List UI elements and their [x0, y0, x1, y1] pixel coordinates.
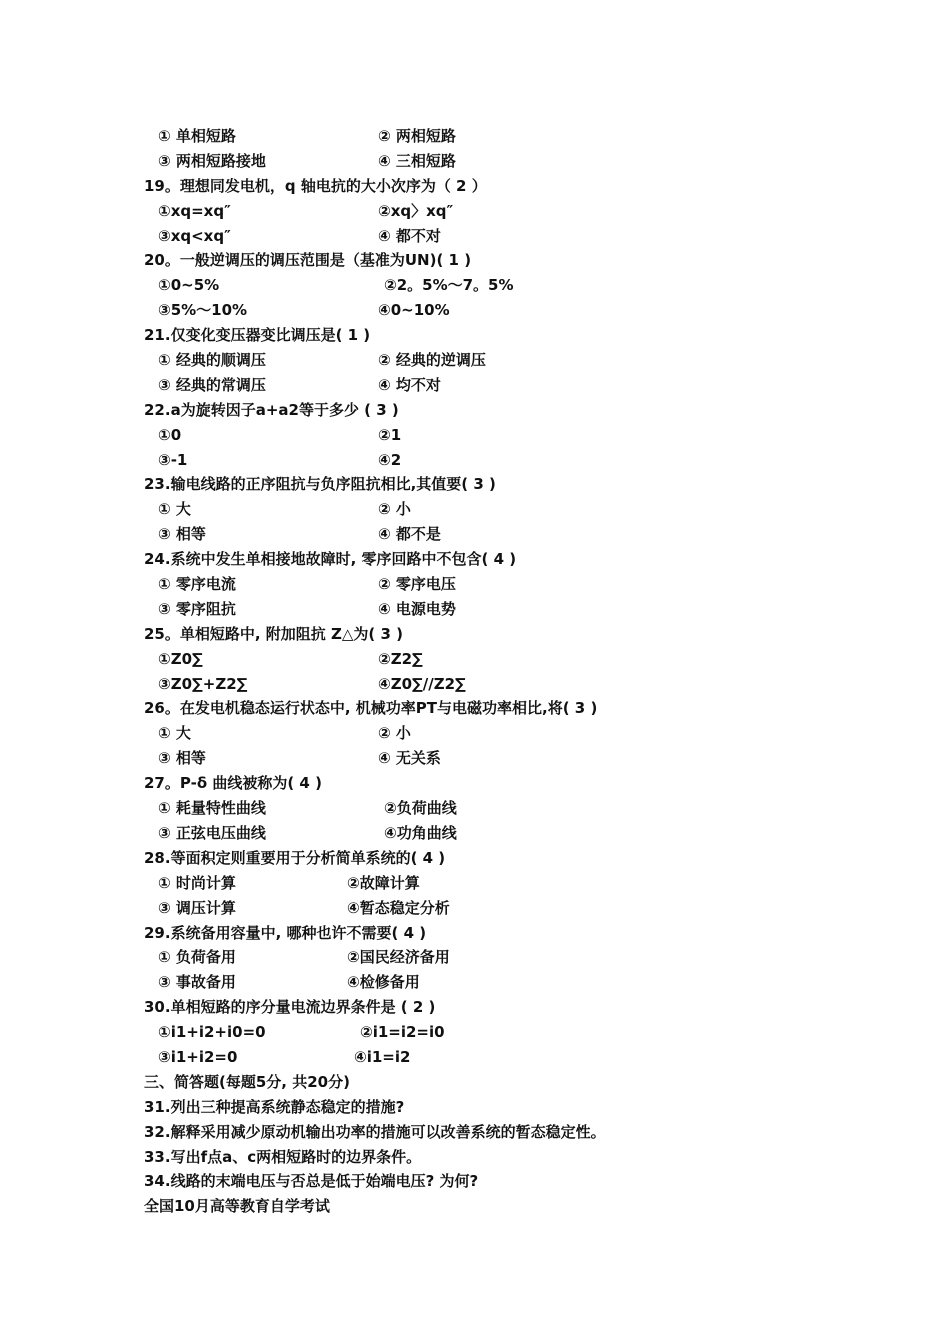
q18-option-2: ② 两相短路	[378, 127, 456, 145]
q28-option-4: ④暂态稳定分析	[347, 898, 450, 917]
q23-options-row-1	[0, 497, 950, 522]
q21-option-1: ① 经典的顺调压	[158, 351, 266, 370]
q22-option-3: ③-1	[158, 450, 188, 469]
q18-option-3: ③ 两相短路接地	[158, 151, 266, 170]
q21-options-row-1	[0, 348, 950, 373]
q19-option-2: ②xq〉xq″	[378, 201, 454, 220]
q21-options-row-2	[0, 373, 950, 398]
q30-option-3: ③i1+i2=0	[158, 1047, 238, 1066]
q22-option-4: ④2	[378, 450, 402, 469]
q18-options-row-1	[0, 124, 950, 149]
q29-options-row-1	[0, 945, 950, 970]
q29-option-1: ① 负荷备用	[158, 948, 236, 967]
q28-options-row-1	[0, 871, 950, 896]
q30-options-row-2	[0, 1045, 950, 1070]
q20-options-row-1	[0, 273, 950, 298]
q29-option-3: ③ 事故备用	[158, 973, 236, 992]
q21-option-3: ③ 经典的常调压	[158, 375, 266, 394]
q22-option-1: ①0	[158, 425, 182, 444]
q25-stem: 25。单相短路中, 附加阻抗 Z△为( 3 )	[144, 624, 404, 643]
q26-option-3: ③ 相等	[158, 749, 206, 768]
q20-option-3: ③5%～10%	[158, 301, 248, 320]
q18-options-row-2	[0, 149, 950, 174]
q30-option-2: ②i1=i2=i0	[360, 1023, 445, 1042]
q18-option-1: ① 单相短路	[158, 127, 236, 145]
q23-option-2: ② 小	[378, 500, 411, 519]
q25-option-4: ④Z0∑//Z2∑	[378, 674, 466, 693]
q29-stem: 29.系统备用容量中, 哪种也许不需要( 4 )	[144, 923, 427, 942]
q32-stem: 32.解释采用减少原动机输出功率的措施可以改善系统的暂态稳定性。	[144, 1122, 606, 1141]
q20-option-4: ④0~10%	[378, 301, 450, 320]
q29-option-2: ②国民经济备用	[347, 948, 450, 967]
q28-option-3: ③ 调压计算	[158, 898, 236, 917]
q28-option-1: ① 时尚计算	[158, 873, 236, 892]
q25-option-1: ①Z0∑	[158, 649, 203, 668]
exam-title: 全国10月高等教育自学考试	[144, 1197, 330, 1216]
q28-options-row-2	[0, 896, 950, 921]
q24-option-1: ① 零序电流	[158, 575, 236, 594]
q26-option-2: ② 小	[378, 724, 411, 743]
q22-stem: 22.a为旋转因子a+a2等于多少 ( 3 )	[144, 400, 399, 419]
q22-options-row-2	[0, 448, 950, 473]
q25-option-2: ②Z2∑	[378, 649, 423, 668]
q27-stem: 27。P-δ 曲线被称为( 4 )	[144, 774, 322, 793]
q28-stem: 28.等面积定则重要用于分析简单系统的( 4 )	[144, 848, 446, 867]
q18-option-4: ④ 三相短路	[378, 151, 456, 170]
q34-stem: 34.线路的末端电压与否总是低于始端电压? 为何?	[144, 1172, 479, 1191]
q33-stem: 33.写出f点a、c两相短路时的边界条件。	[144, 1147, 422, 1166]
q26-options-row-1	[0, 721, 950, 746]
q24-options-row-1	[0, 572, 950, 597]
q19-options-row-1	[0, 199, 950, 224]
q29-options-row-2	[0, 970, 950, 995]
q20-options-row-2	[0, 298, 950, 323]
q23-option-4: ④ 都不是	[378, 525, 441, 544]
q27-option-4: ④功角曲线	[384, 823, 457, 842]
q24-option-3: ③ 零序阻抗	[158, 599, 236, 618]
q30-options-row-1	[0, 1020, 950, 1045]
q23-stem: 23.输电线路的正序阻抗与负序阻抗相比,其值要( 3 )	[144, 475, 496, 494]
q21-option-4: ④ 均不对	[378, 375, 441, 394]
q19-option-3: ③xq<xq″	[158, 226, 231, 245]
q22-options-row-1	[0, 423, 950, 448]
q24-stem: 24.系统中发生单相接地故障时, 零序回路中不包含( 4 )	[144, 550, 517, 569]
q30-option-1: ①i1+i2+i0=0	[158, 1023, 266, 1042]
q19-options-row-2	[0, 224, 950, 249]
q26-option-1: ① 大	[158, 724, 191, 743]
q20-stem: 20。一般逆调压的调压范围是（基准为UN)( 1 )	[144, 251, 472, 270]
q29-option-4: ④检修备用	[347, 973, 420, 992]
q19-option-1: ①xq=xq″	[158, 201, 231, 220]
q26-stem: 26。在发电机稳态运行状态中, 机械功率PT与电磁功率相比,将( 3 )	[144, 699, 598, 718]
q26-options-row-2	[0, 746, 950, 771]
q28-option-2: ②故障计算	[347, 873, 420, 892]
q26-option-4: ④ 无关系	[378, 749, 441, 768]
q27-options-row-1	[0, 796, 950, 821]
q20-option-1: ①0~5%	[158, 276, 220, 295]
q23-option-3: ③ 相等	[158, 525, 206, 544]
q25-options-row-2	[0, 672, 950, 697]
q30-stem: 30.单相短路的序分量电流边界条件是 ( 2 )	[144, 998, 436, 1017]
q25-options-row-1	[0, 647, 950, 672]
q31-stem: 31.列出三种提高系统静态稳定的措施?	[144, 1097, 405, 1116]
q27-option-3: ③ 正弦电压曲线	[158, 823, 266, 842]
q19-option-4: ④ 都不对	[378, 226, 441, 245]
q21-option-2: ② 经典的逆调压	[378, 351, 486, 370]
q19-stem: 19。理想同发电机，q 轴电抗的大小次序为（ 2 ）	[144, 176, 487, 195]
q24-option-4: ④ 电源电势	[378, 599, 456, 618]
q24-options-row-2	[0, 597, 950, 622]
q27-options-row-2	[0, 821, 950, 846]
q27-option-2: ②负荷曲线	[384, 799, 457, 818]
q27-option-1: ① 耗量特性曲线	[158, 799, 266, 818]
q30-option-4: ④i1=i2	[354, 1047, 411, 1066]
q22-option-2: ②1	[378, 425, 402, 444]
q25-option-3: ③Z0∑+Z2∑	[158, 674, 248, 693]
q24-option-2: ② 零序电压	[378, 575, 456, 594]
q21-stem: 21.仅变化变压器变比调压是( 1 )	[144, 326, 371, 345]
q23-options-row-2	[0, 522, 950, 547]
section-3-heading: 三、简答题(每题5分, 共20分)	[144, 1072, 350, 1091]
q23-option-1: ① 大	[158, 500, 191, 519]
exam-document	[0, 124, 950, 1219]
q20-option-2: ②2。5%～7。5%	[384, 276, 514, 295]
